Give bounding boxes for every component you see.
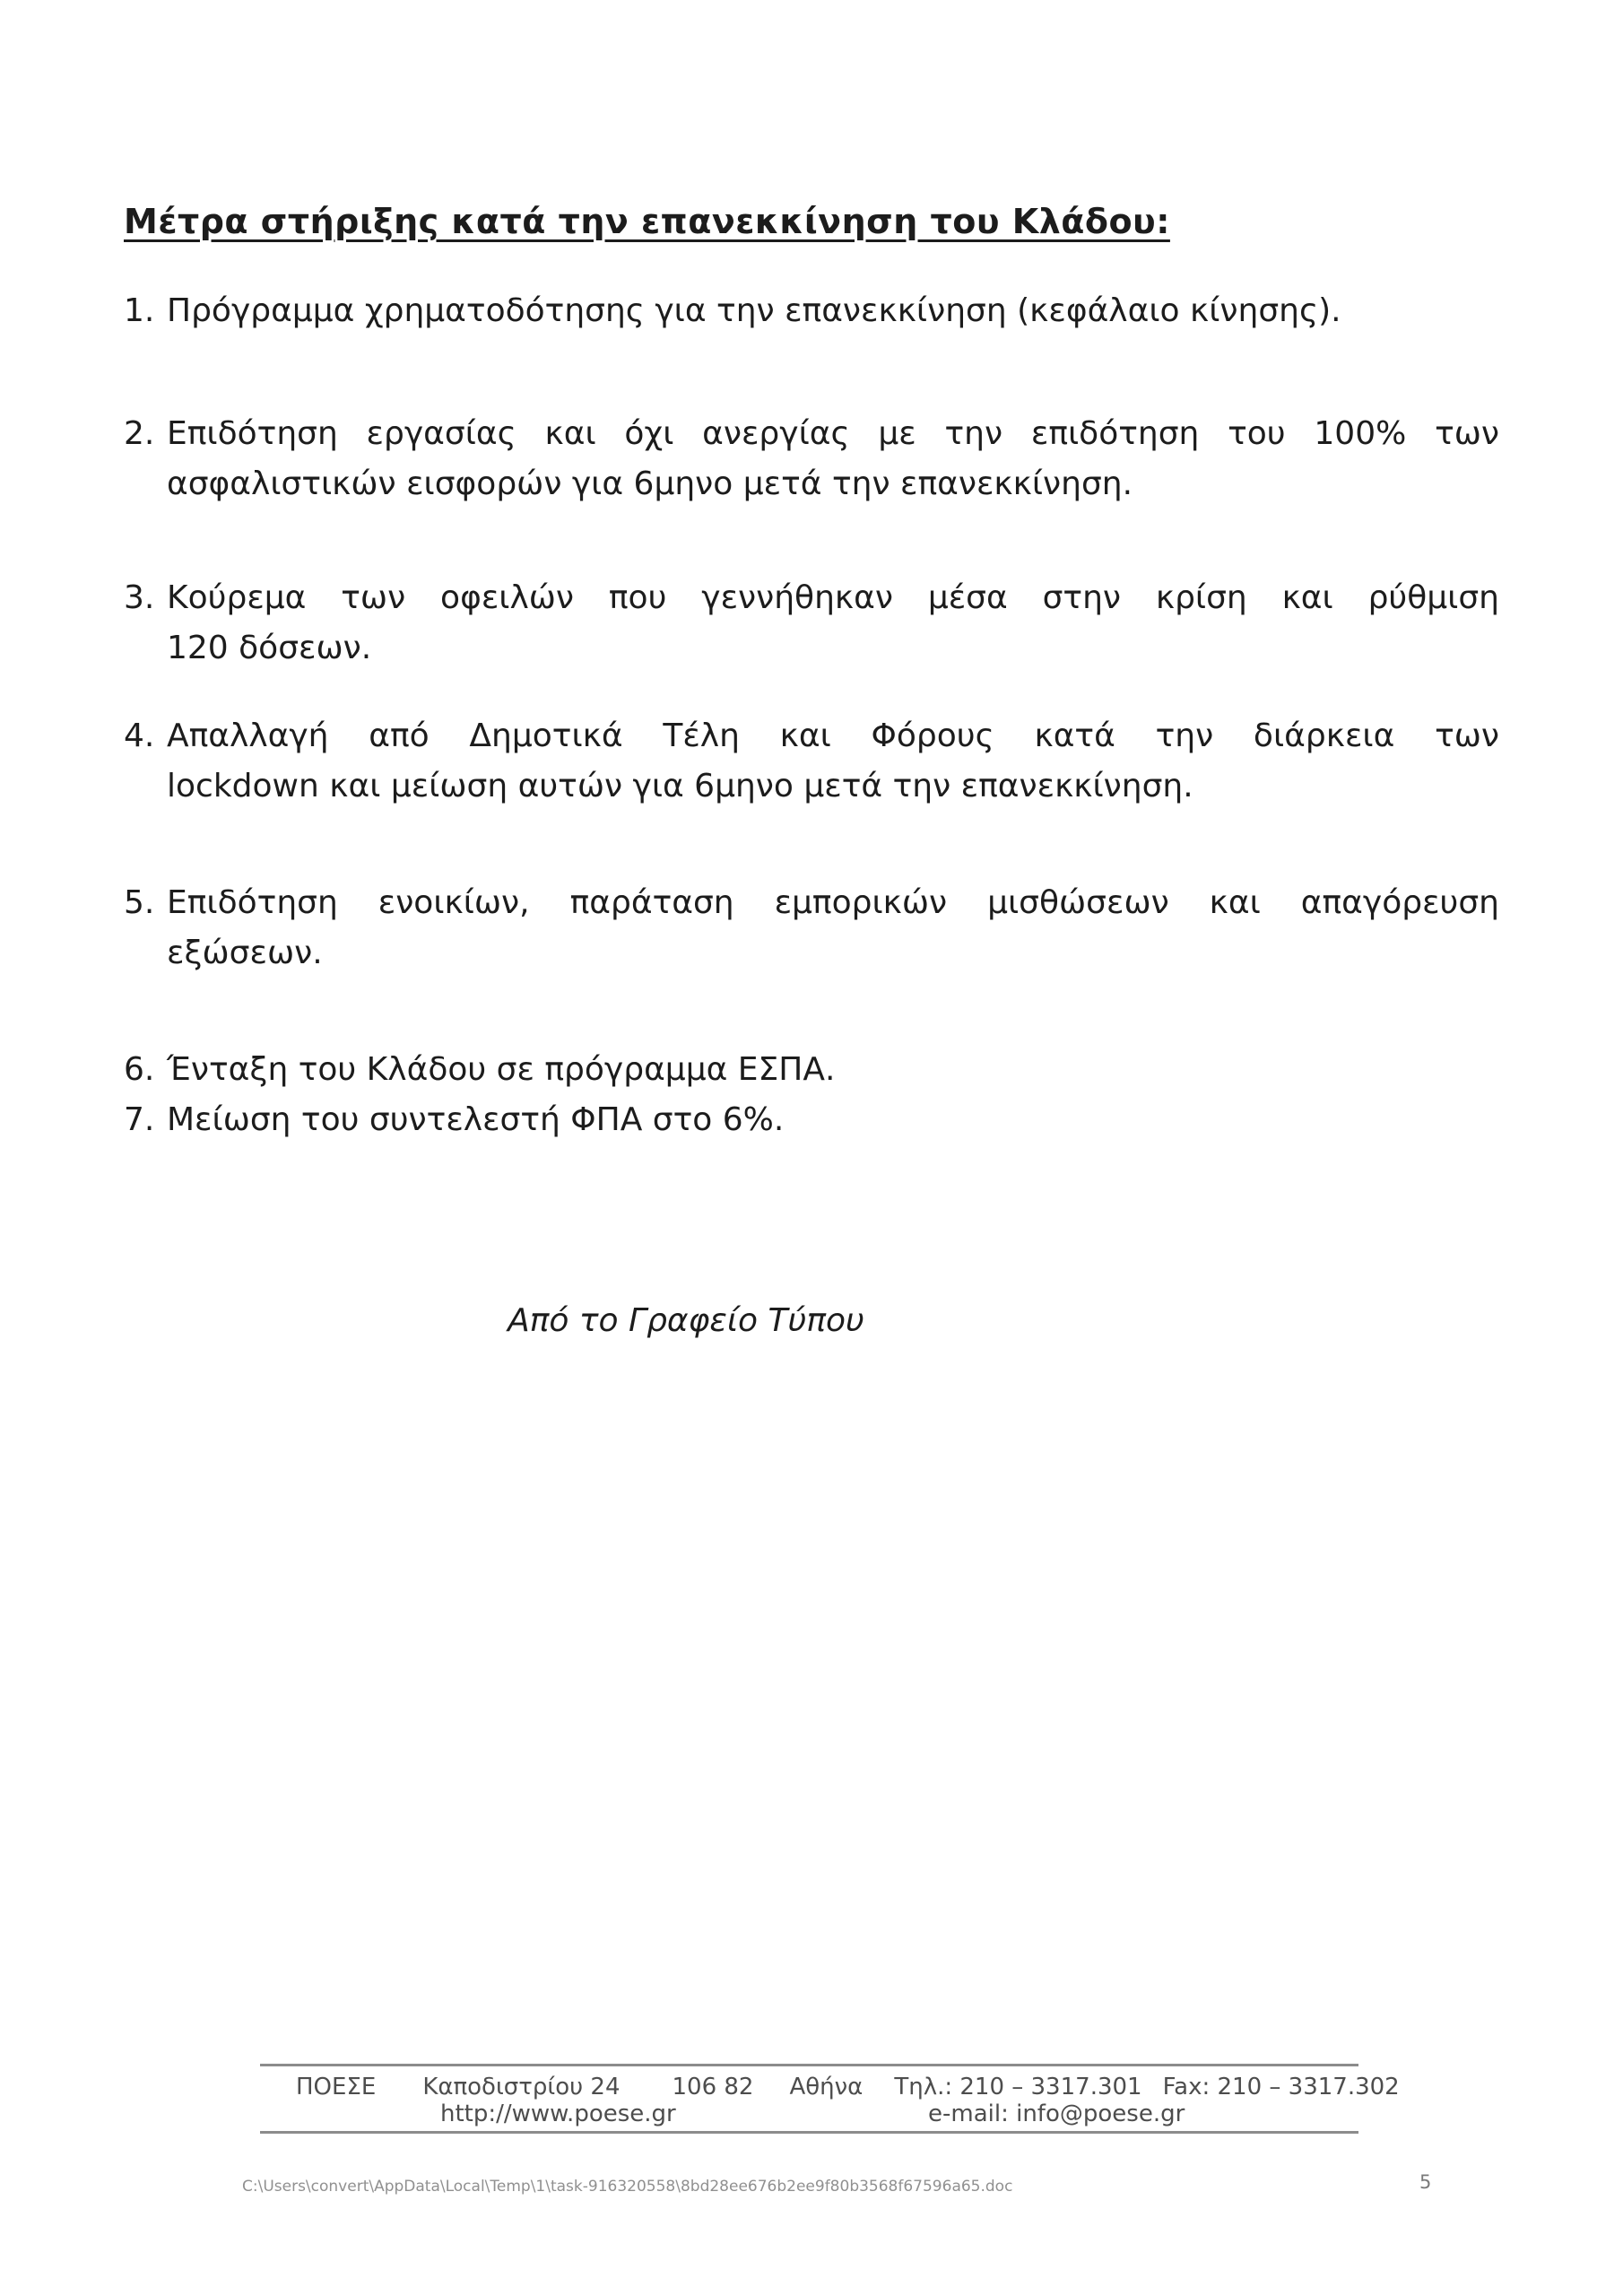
list-item-number: 1. xyxy=(124,292,155,329)
footer-divider-bottom xyxy=(260,2131,1358,2134)
footer-contact-row xyxy=(260,2074,1400,2100)
list-item-number: 4. xyxy=(124,718,155,754)
page-footer xyxy=(260,2064,1400,2134)
press-office-signoff: Από το Γραφείο Τύπου xyxy=(508,1302,864,1339)
footer-fax: Fax: 210 – 3317.302 xyxy=(1162,2074,1400,2100)
list-item-line: 120 δόσεων. xyxy=(167,630,372,666)
list-item-line: Κούρεμα των οφειλών που γεννήθηκαν μέσα στην κρίση και ρύθμιση xyxy=(167,579,1499,616)
footer-city: Αθήνα xyxy=(789,2074,864,2100)
list-item-line: ασφαλιστικών εισφορών για 6μηνο μετά την επανεκκίνηση. xyxy=(167,465,1133,502)
footer-phone: Τηλ.: 210 – 3317.301 xyxy=(894,2074,1142,2100)
list-item xyxy=(124,878,1499,978)
footer-postal-code: 106 82 xyxy=(672,2074,754,2100)
footer-email: e-mail: info@poese.gr xyxy=(928,2100,1185,2127)
list-item-line: Ένταξη του Κλάδου σε πρόγραμμα ΕΣΠΑ. xyxy=(167,1051,836,1088)
list-item xyxy=(124,409,1499,509)
list-item xyxy=(124,1095,1499,1145)
list-item-line: lockdown και μείωση αυτών για 6μηνο μετά την επανεκκίνηση. xyxy=(167,768,1193,804)
list-item xyxy=(124,286,1499,336)
list-item-line: Μείωση του συντελεστή ΦΠΑ στο 6%. xyxy=(167,1101,785,1138)
list-item-line: Απαλλαγή από Δημοτικά Τέλη και Φόρους κατά την διάρκεια των xyxy=(167,718,1499,754)
list-item-number: 5. xyxy=(124,884,155,921)
list-item-number: 7. xyxy=(124,1101,155,1138)
footer-org-name: ΠΟΕΣΕ xyxy=(296,2074,377,2100)
footer-address: Καποδιστρίου 24 xyxy=(422,2074,621,2100)
list-item xyxy=(124,1045,1499,1095)
list-item-number: 3. xyxy=(124,579,155,616)
list-item xyxy=(124,711,1499,812)
list-item-line: Επιδότηση ενοικίων, παράταση εμπορικών μισθώσεων και απαγόρευση xyxy=(167,884,1499,921)
footer-divider-top xyxy=(260,2064,1358,2066)
list-item-number: 6. xyxy=(124,1051,155,1088)
list-item-line: εξώσεων. xyxy=(167,935,323,971)
file-path: C:\Users\convert\AppData\Local\Temp\1\task-916320558\8bd28ee676b2ee9f80b3568f67596a65.doc xyxy=(242,2178,1013,2196)
document-content xyxy=(124,0,1499,1346)
document-title: Μέτρα στήριξης κατά την επανεκκίνηση του Κλάδου: xyxy=(124,202,1170,241)
footer-web-row xyxy=(260,2100,1358,2127)
footer-website: http://www.poese.gr xyxy=(440,2100,676,2127)
list-item-number: 2. xyxy=(124,415,155,452)
list-item-line: Επιδότηση εργασίας και όχι ανεργίας με την επιδότηση του 100% των xyxy=(167,415,1499,452)
list-item xyxy=(124,573,1499,674)
page-number: 5 xyxy=(1419,2171,1432,2193)
list-item-line: Πρόγραμμα χρηματοδότησης για την επανεκκίνηση (κεφάλαιο κίνησης). xyxy=(167,292,1341,329)
